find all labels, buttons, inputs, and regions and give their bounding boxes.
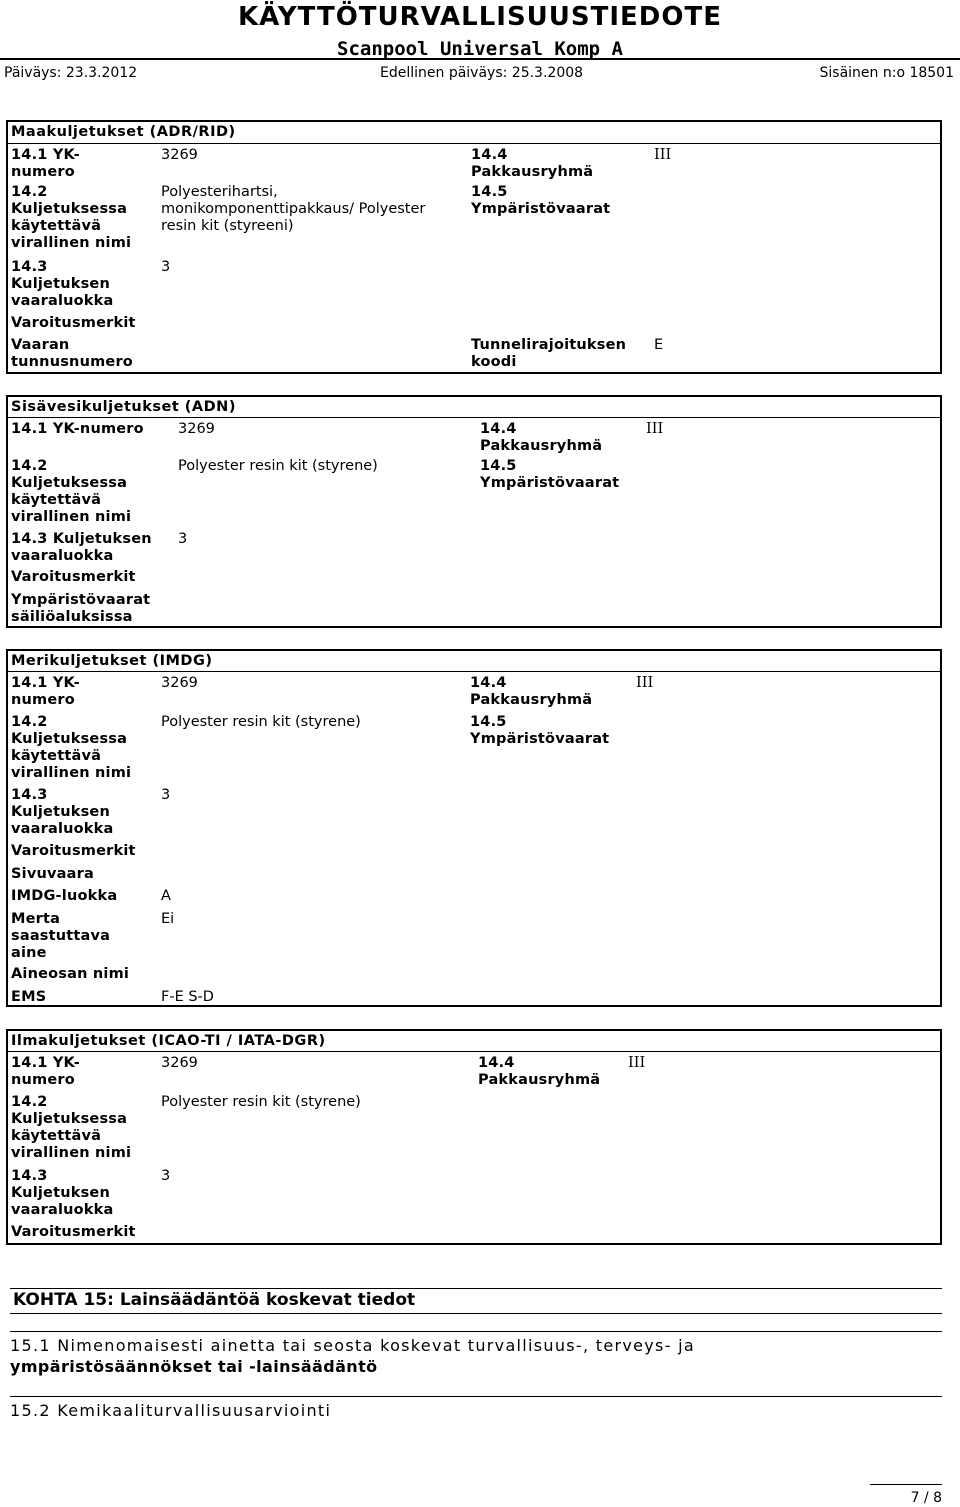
adr-box bbox=[6, 120, 942, 374]
adr-title: Maakuljetukset (ADR/RID) bbox=[11, 124, 236, 140]
adr-labels-label: Varoitusmerkit bbox=[11, 315, 136, 331]
imdg-un-value: 3269 bbox=[161, 675, 198, 691]
adn-name-label: 14.2 Kuljetuksessa käytettävä virallinen nimi bbox=[11, 458, 132, 525]
adn-un-label: 14.1 YK-numero bbox=[11, 421, 144, 437]
internal-number: Sisäinen n:o 18501 bbox=[819, 65, 954, 81]
imdg-un-label: 14.1 YK-numero bbox=[11, 675, 80, 708]
subsection-15-1-line2: ympäristösäännökset tai -lainsäädäntö bbox=[10, 1357, 378, 1376]
imdg-class-label: 14.3 Kuljetuksen vaaraluokka bbox=[11, 787, 114, 837]
imdg-env-label: 14.5 Ympäristövaarat bbox=[470, 714, 610, 747]
imdg-title: Merikuljetukset (IMDG) bbox=[11, 653, 213, 669]
product-name: Scanpool Universal Komp A bbox=[337, 38, 623, 60]
imdg-ingredient-label: Aineosan nimi bbox=[11, 966, 130, 982]
icao-labels-label: Varoitusmerkit bbox=[11, 1224, 136, 1240]
adr-tunnel-value: E bbox=[654, 337, 664, 353]
icao-un-value: 3269 bbox=[161, 1055, 198, 1071]
imdg-class-value-2: A bbox=[161, 888, 171, 904]
adr-un-value: 3269 bbox=[161, 147, 198, 163]
adn-class-label: 14.3 Kuljetuksen vaaraluokka bbox=[11, 531, 152, 564]
page-number: 7 / 8 bbox=[910, 1490, 942, 1506]
icao-title: Ilmakuljetukset (ICAO-TI / IATA-DGR) bbox=[11, 1033, 326, 1049]
imdg-labels-label: Varoitusmerkit bbox=[11, 843, 136, 859]
adr-class-value: 3 bbox=[161, 259, 171, 275]
header-rule bbox=[0, 58, 960, 60]
adr-pg-label: 14.4 Pakkausryhmä bbox=[471, 147, 594, 180]
adn-box bbox=[6, 395, 942, 628]
adr-name-value: Polyesterihartsi, monikomponenttipakkaus/ Polyester resin kit (styreeni) bbox=[161, 184, 426, 234]
adn-tank-label: Ympäristövaarat säiliöaluksissa bbox=[11, 592, 151, 625]
section-15-heading bbox=[10, 1288, 942, 1314]
imdg-box bbox=[6, 649, 942, 1007]
icao-box bbox=[6, 1029, 942, 1245]
adr-pg-value: III bbox=[654, 147, 672, 163]
issue-date: Päiväys: 23.3.2012 bbox=[4, 65, 138, 81]
adr-un-label: 14.1 YK-numero bbox=[11, 147, 80, 180]
section-15-title: KOHTA 15: Lainsäädäntöä koskevat tiedot bbox=[13, 1290, 416, 1310]
adn-pg-label: 14.4 Pakkausryhmä bbox=[480, 421, 603, 454]
adn-class-value: 3 bbox=[178, 531, 188, 547]
adn-pg-value: III bbox=[646, 421, 664, 437]
imdg-name-label: 14.2 Kuljetuksessa käytettävä virallinen nimi bbox=[11, 714, 132, 781]
adr-rule bbox=[8, 143, 940, 144]
adn-labels-label: Varoitusmerkit bbox=[11, 569, 136, 585]
adr-hazard-id-label: Vaaran tunnusnumero bbox=[11, 337, 133, 370]
imdg-marine-value: Ei bbox=[161, 911, 175, 927]
subsection-15-1-rule bbox=[10, 1331, 942, 1332]
icao-pg-label: 14.4 Pakkausryhmä bbox=[478, 1055, 601, 1088]
previous-date: Edellinen päiväys: 25.3.2008 bbox=[380, 65, 584, 81]
adr-env-label: 14.5 Ympäristövaarat bbox=[471, 184, 611, 217]
subsection-15-2: 15.2 Kemikaaliturvallisuusarviointi bbox=[10, 1401, 332, 1420]
adr-tunnel-label: Tunnelirajoituksen koodi bbox=[471, 337, 627, 370]
adn-un-value: 3269 bbox=[178, 421, 215, 437]
adr-name-label: 14.2 Kuljetuksessa käytettävä virallinen nimi bbox=[11, 184, 132, 251]
imdg-rule bbox=[8, 671, 940, 672]
imdg-class-value: 3 bbox=[161, 787, 171, 803]
page-number-rule bbox=[870, 1484, 942, 1485]
icao-name-label: 14.2 Kuljetuksessa käytettävä virallinen nimi bbox=[11, 1094, 132, 1161]
adr-class-label: 14.3 Kuljetuksen vaaraluokka bbox=[11, 259, 114, 309]
imdg-name-value: Polyester resin kit (styrene) bbox=[161, 714, 361, 730]
adn-title: Sisävesikuljetukset (ADN) bbox=[11, 399, 236, 415]
adn-name-value: Polyester resin kit (styrene) bbox=[178, 458, 378, 474]
imdg-pg-value: III bbox=[636, 675, 654, 691]
icao-pg-value: III bbox=[628, 1055, 646, 1071]
imdg-marine-label: Merta saastuttava aine bbox=[11, 911, 111, 961]
icao-un-label: 14.1 YK-numero bbox=[11, 1055, 80, 1088]
document-title: KÄYTTÖTURVALLISUUSTIEDOTE bbox=[238, 2, 722, 32]
imdg-pg-label: 14.4 Pakkausryhmä bbox=[470, 675, 593, 708]
imdg-ems-label: EMS bbox=[11, 989, 47, 1005]
imdg-ems-value: F-E S-D bbox=[161, 989, 214, 1005]
icao-class-label: 14.3 Kuljetuksen vaaraluokka bbox=[11, 1168, 114, 1218]
subsection-15-1-line1: 15.1 Nimenomaisesti ainetta tai seosta koskevat turvallisuus-, terveys- ja bbox=[10, 1336, 696, 1355]
adn-env-label: 14.5 Ympäristövaarat bbox=[480, 458, 620, 491]
icao-class-value: 3 bbox=[161, 1168, 171, 1184]
imdg-class-label-2: IMDG-luokka bbox=[11, 888, 118, 904]
icao-rule bbox=[8, 1051, 940, 1052]
imdg-subrisk-label: Sivuvaara bbox=[11, 866, 94, 882]
adn-rule bbox=[8, 417, 940, 418]
subsection-15-2-rule bbox=[10, 1396, 942, 1397]
icao-name-value: Polyester resin kit (styrene) bbox=[161, 1094, 361, 1110]
